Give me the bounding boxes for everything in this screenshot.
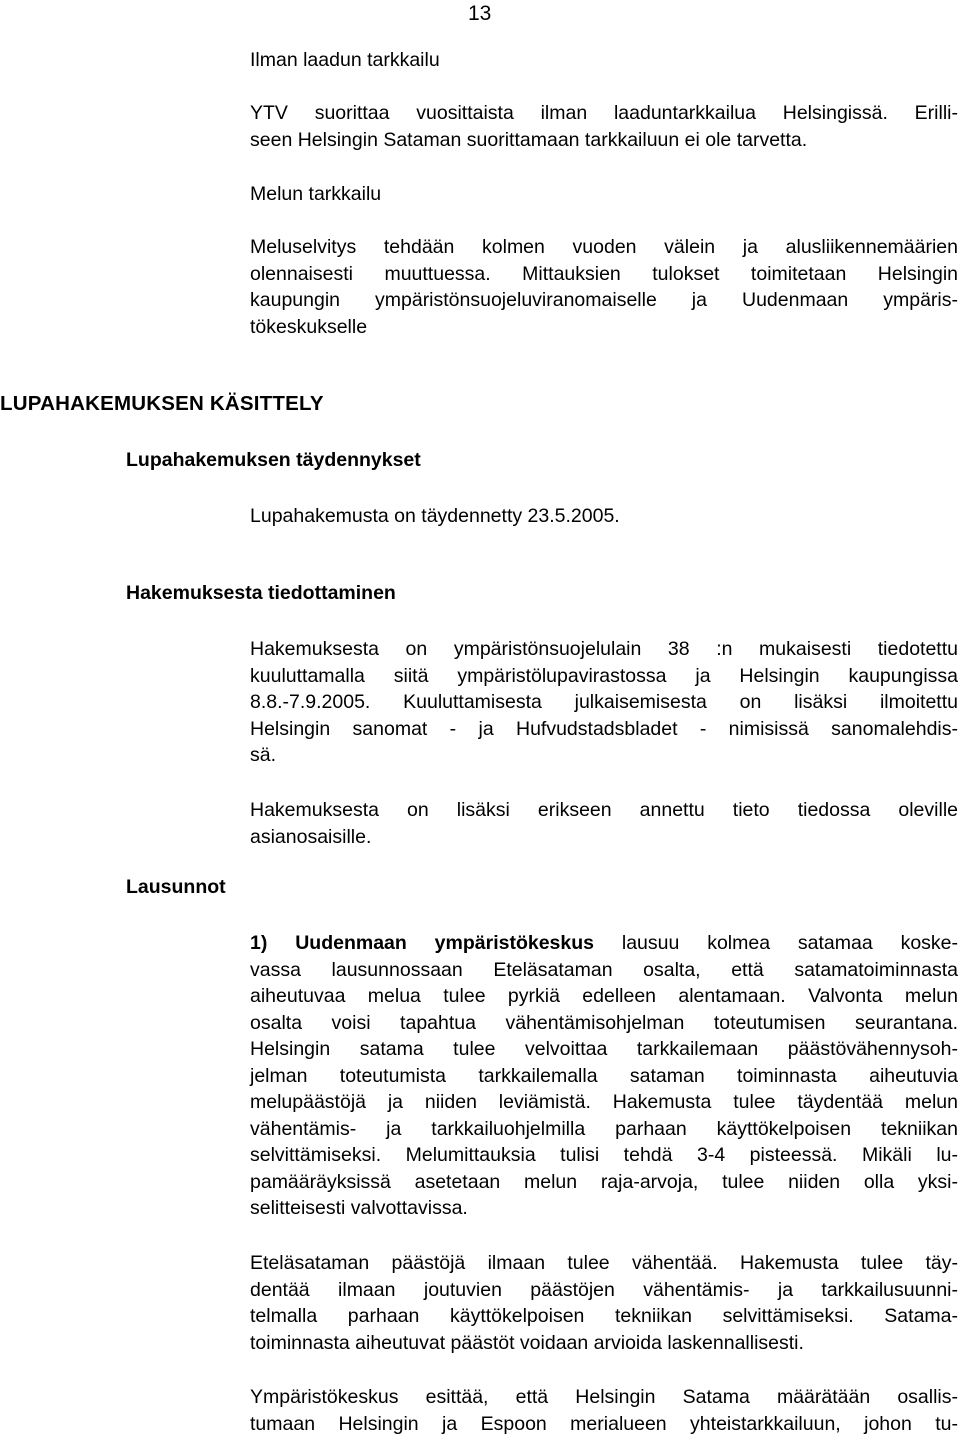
- text-line: kaupungin ympäristönsuojeluviranomaiselle ja Uudenmaan ympäris-: [250, 289, 958, 311]
- section-heading-permit-processing: LUPAHAKEMUKSEN KÄSITTELY: [0, 392, 324, 415]
- noise-monitoring-paragraph: [250, 234, 958, 340]
- air-quality-paragraph: [250, 100, 958, 153]
- page-number: 13: [468, 2, 492, 25]
- text-line: tumaan Helsingin ja Espoon merialueen yhteistarkkailuun, johon tu-: [250, 1412, 958, 1435]
- text-line: olennaisesti muuttuessa. Mittauksien tulokset toimitetaan Helsingin: [250, 262, 958, 285]
- text-fragment: lausuu kolmea satamaa koske-: [594, 932, 958, 954]
- text-line: asianosaisille.: [250, 825, 372, 848]
- statements-paragraph-3: [250, 1384, 958, 1437]
- supplements-heading: Lupahakemuksen täydennykset: [126, 449, 421, 471]
- text-line: vassa lausunnossaan Eteläsataman osalta, että satamatoiminnasta: [250, 958, 958, 981]
- air-quality-heading: Ilman laadun tarkkailu: [250, 49, 440, 71]
- text-line: selvittämiseksi. Melumittauksia tulisi tehdä 3-4 pisteessä. Mikäli lu-: [250, 1144, 958, 1166]
- text-line: 8.8.-7.9.2005. Kuuluttamisesta julkaisemisesta on lisäksi ilmoitettu: [250, 691, 958, 713]
- text-line: Helsingin satama tulee velvoittaa tarkkailemaan päästövähennysoh-: [250, 1038, 958, 1060]
- text-line: seen Helsingin Sataman suorittamaan tarkkailuun ei ole tarvetta.: [250, 128, 808, 151]
- text-line: Hakemuksesta on lisäksi erikseen annettu tieto tiedossa oleville: [250, 799, 958, 821]
- text-line: Ympäristökeskus esittää, että Helsingin Satama määrätään osallis-: [250, 1386, 958, 1408]
- text-line: osalta voisi tapahtua vähentämisohjelman toteutumisen seurantana.: [250, 1011, 958, 1034]
- supplements-text: Lupahakemusta on täydennetty 23.5.2005.: [250, 505, 620, 527]
- statements-heading: Lausunnot: [126, 876, 226, 898]
- notification-heading: Hakemuksesta tiedottaminen: [126, 582, 396, 604]
- text-line: tökeskukselle: [250, 315, 368, 338]
- text-line: vähentämis- ja tarkkailuohjelmilla parhaan käyttökelpoisen tekniikan: [250, 1117, 958, 1140]
- noise-monitoring-heading: Melun tarkkailu: [250, 183, 382, 205]
- text-line: Meluselvitys tehdään kolmen vuoden välein ja alusliikennemäärien: [250, 236, 958, 258]
- text-line: telmalla parhaan käyttökelpoisen tekniikan selvittämiseksi. Satama-: [250, 1305, 958, 1327]
- text-line: Eteläsataman päästöjä ilmaan tulee vähentää. Hakemusta tulee täy-: [250, 1252, 958, 1274]
- text-line: selitteisesti valvottavissa.: [250, 1197, 468, 1219]
- notification-paragraph-1: [250, 636, 958, 769]
- text-line: aiheutuvaa melua tulee pyrkiä edelleen alentamaan. Valvonta melun: [250, 985, 958, 1007]
- text-line: [250, 930, 958, 957]
- statements-paragraph-1: [250, 930, 958, 1222]
- text-line: melupäästöjä ja niiden leviämistä. Hakemusta tulee täydentää melun: [250, 1091, 958, 1113]
- text-line: YTV suorittaa vuosittaista ilman laaduntarkkailua Helsingissä. Erilli-: [250, 102, 958, 124]
- text-line: sä.: [250, 744, 277, 766]
- text-line: Hakemuksesta on ympäristönsuojelulain 38 :n mukaisesti tiedotettu: [250, 638, 958, 660]
- text-line: jelman toteutumista tarkkailemalla sataman toiminnasta aiheutuvia: [250, 1064, 958, 1087]
- statement-author: 1) Uudenmaan ympäristökeskus: [250, 932, 594, 954]
- text-line: dentää ilmaan joutuvien päästöjen vähentämis- ja tarkkailusuunni-: [250, 1278, 958, 1301]
- text-line: Helsingin sanomat - ja Hufvudstadsbladet - nimisissä sanomalehdis-: [250, 717, 958, 740]
- text-line: kuuluttamalla siitä ympäristölupavirastossa ja Helsingin kaupungissa: [250, 664, 958, 687]
- statements-paragraph-2: [250, 1250, 958, 1356]
- text-line: toiminnasta aiheutuvat päästöt voidaan arvioida laskennallisesti.: [250, 1331, 804, 1354]
- notification-paragraph-2: [250, 797, 958, 850]
- text-line: pamääräyksissä asetetaan melun raja-arvoja, tulee niiden olla yksi-: [250, 1170, 958, 1193]
